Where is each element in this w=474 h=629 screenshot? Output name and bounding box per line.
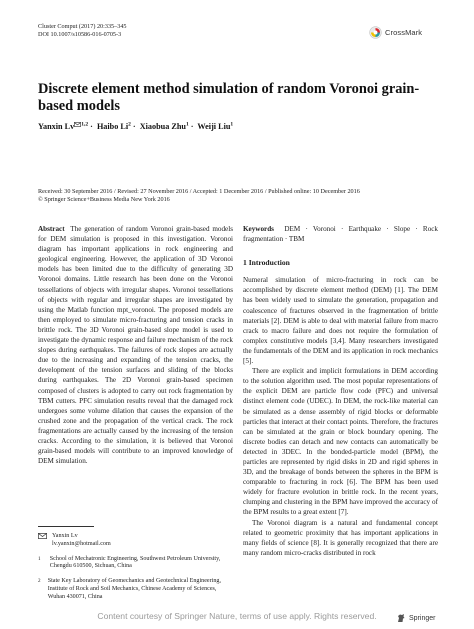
courtesy-notice: Content courtesy of Springer Nature, terms of use apply. Rights reserved. [97, 611, 377, 621]
crossmark-label: CrossMark [385, 27, 423, 37]
author-affiliation: 1,2 [81, 121, 89, 127]
author-list [38, 121, 438, 131]
publication-history [38, 188, 438, 204]
footnote-divider [38, 526, 94, 527]
doi[interactable]: DOI 10.1007/s10586-016-0705-3 [38, 31, 122, 38]
keywords-text: DEM · Voronoi · Earthquake · Slope · Rock fragmentation · TBM [243, 225, 438, 244]
affiliation-text: State Key Laboratory of Geomechanics and Geotechnical Engineering, Institute of Rock and Soil Mechanics, Chinese Academy of Sciences, Wuhan 430071, China [47, 578, 221, 600]
publisher-name: Springer [409, 614, 436, 622]
left-column [38, 224, 233, 466]
corresponding-author [38, 533, 233, 549]
author [140, 122, 196, 131]
footnotes [38, 533, 233, 602]
crossmark-icon [369, 26, 382, 39]
abstract [38, 224, 233, 466]
right-column [243, 224, 438, 558]
section-heading: 1 Introduction [243, 258, 290, 268]
author-separator: · [88, 121, 95, 131]
keywords [243, 224, 438, 244]
author-name[interactable]: Xiaobua Zhu [139, 121, 186, 131]
author-separator: · [188, 121, 196, 131]
journal-header [38, 23, 127, 39]
journal-citation: Cluster Comput (2017) 20:335–345 [38, 23, 127, 30]
keywords-label: Keywords [243, 225, 274, 233]
paper-title: Discrete element method simulation of random Voronoi grain-based models [38, 81, 420, 114]
contact-name: Yanxin Lv [52, 533, 78, 539]
author [38, 122, 95, 131]
author [197, 122, 233, 131]
copyright: © Springer Science+Business Media New York 2016 [38, 196, 170, 203]
intro-paragraph-3: The Voronoi diagram is a natural and fundamental concept related to geometric proximity that has important applications in many fields of science [8]. It is generally recognized that there are many random micro-cracks distributed in rock [243, 518, 438, 557]
author-name[interactable]: Haibo Li [96, 121, 129, 131]
abstract-text: The generation of random Voronoi grain-based models for DEM simulation is proposed in this investigation. Voronoi diagram has important applications in rock engineering and geological engineering. However, the application of 3D Voronoi models has been limited due to the difficulty of generating 3D Voronoi domains. Little research has been done on the Voronoi tessellations of objects with irregular shapes. Voronoi tessellations of objects with regular and irregular shapes are investigated by using the Matlab function mpt_voronoi. The proposed models are then employed to simulate micro-fracturing and tension cracks in brittle rock. The 3D Voronoi grain-based slope model is used to investigate the dynamic response and failure mechanism of the rock slopes during earthquakes. The failures of rock slopes are actually due to the increasing and expanding of the tension cracks, the development of the tension surfaces and sliding of the blocks during earthquakes. The 2D Voronoi grain-based specimen composed of clusters is adopted to carry out rock fragmentation by TBM cutters. PFC simulation results reveal that the damaged rock undergoes some volume dilation that causes the expansion of the crushed zone and the propagation of the vertical crack. The rock fragmentations are actually caused by the increasing of the tension cracks. According to the simulation, it is believed that Voronoi grain-based models will contribute to an improved knowledge of DEM simulation. [38, 225, 233, 466]
intro-paragraph-2: There are explicit and implicit formulations in DEM according to the solution algorithm used. The most popular representations of the explicit DEM are particle flow code (PFC) and universal distinct element code (UDEC). In DEM, the rock-like material can be simulated as a dense assembly of rigid blocks or deformable particles that interact at their contact points. Therefore, the fractures can be simulated at the grain or block boundary opening. The discrete bodies can detach and new contacts can automatically be detected in 3DEC. In the bonded-particle model (BPM), the particles are represented by rigid disks in 2D and rigid spheres in 3D, and the breakage of bonds between the spheres in the BPM is comparable to fracturing in rock [6]. The BPM has been used widely for fracture evolution in brittle rock. In the recent years, clumping and clustering in the BPM have improved the accuracy of the BPM results to a great extent [7]. [243, 367, 438, 517]
crossmark-badge[interactable] [369, 25, 449, 39]
author-affiliation: 1 [230, 121, 234, 127]
intro-paragraph-1: Numeral simulation of micro-fracturing in rock can be accomplished by discrete element method (DEM) [1]. The DEM has been widely used to simulate the generation, propagation and coalescence of fractures observed in the fragmentation of brittle materials [2]. DEM is able to deal with material failure from macro crack to macro failure and does not require the formulation of complex constitutive models [3,4]. Many researchers investigated the fundamentals of the DEM and its application in rock mechanics [5]. [243, 276, 438, 366]
contact-email[interactable]: lv.yanxin@hotmail.com [52, 540, 111, 547]
envelope-icon [38, 533, 47, 539]
abstract-label: Abstract [38, 225, 65, 233]
received-dates: Received: 30 September 2016 / Revised: 27 November 2016 / Accepted: 1 December 2016 / Published online: 10 December 2016 [38, 188, 360, 195]
author-separator: · [130, 121, 138, 131]
author-affiliation: 2 [128, 121, 131, 127]
author-name[interactable]: Yanxin Lv [38, 121, 75, 131]
affiliation-1 [38, 556, 233, 572]
affiliation-text: School of Mechatronic Engineering, Southwest Petroleum University, Chengdu 610500, Sichuan, China [49, 555, 221, 570]
affiliation-2 [38, 578, 233, 601]
affiliation-number: 1 [38, 555, 41, 562]
affiliation-number: 2 [38, 578, 41, 585]
author-name[interactable]: Weiji Liu [197, 121, 231, 131]
author [97, 122, 138, 131]
author-affiliation: 1 [185, 121, 189, 127]
